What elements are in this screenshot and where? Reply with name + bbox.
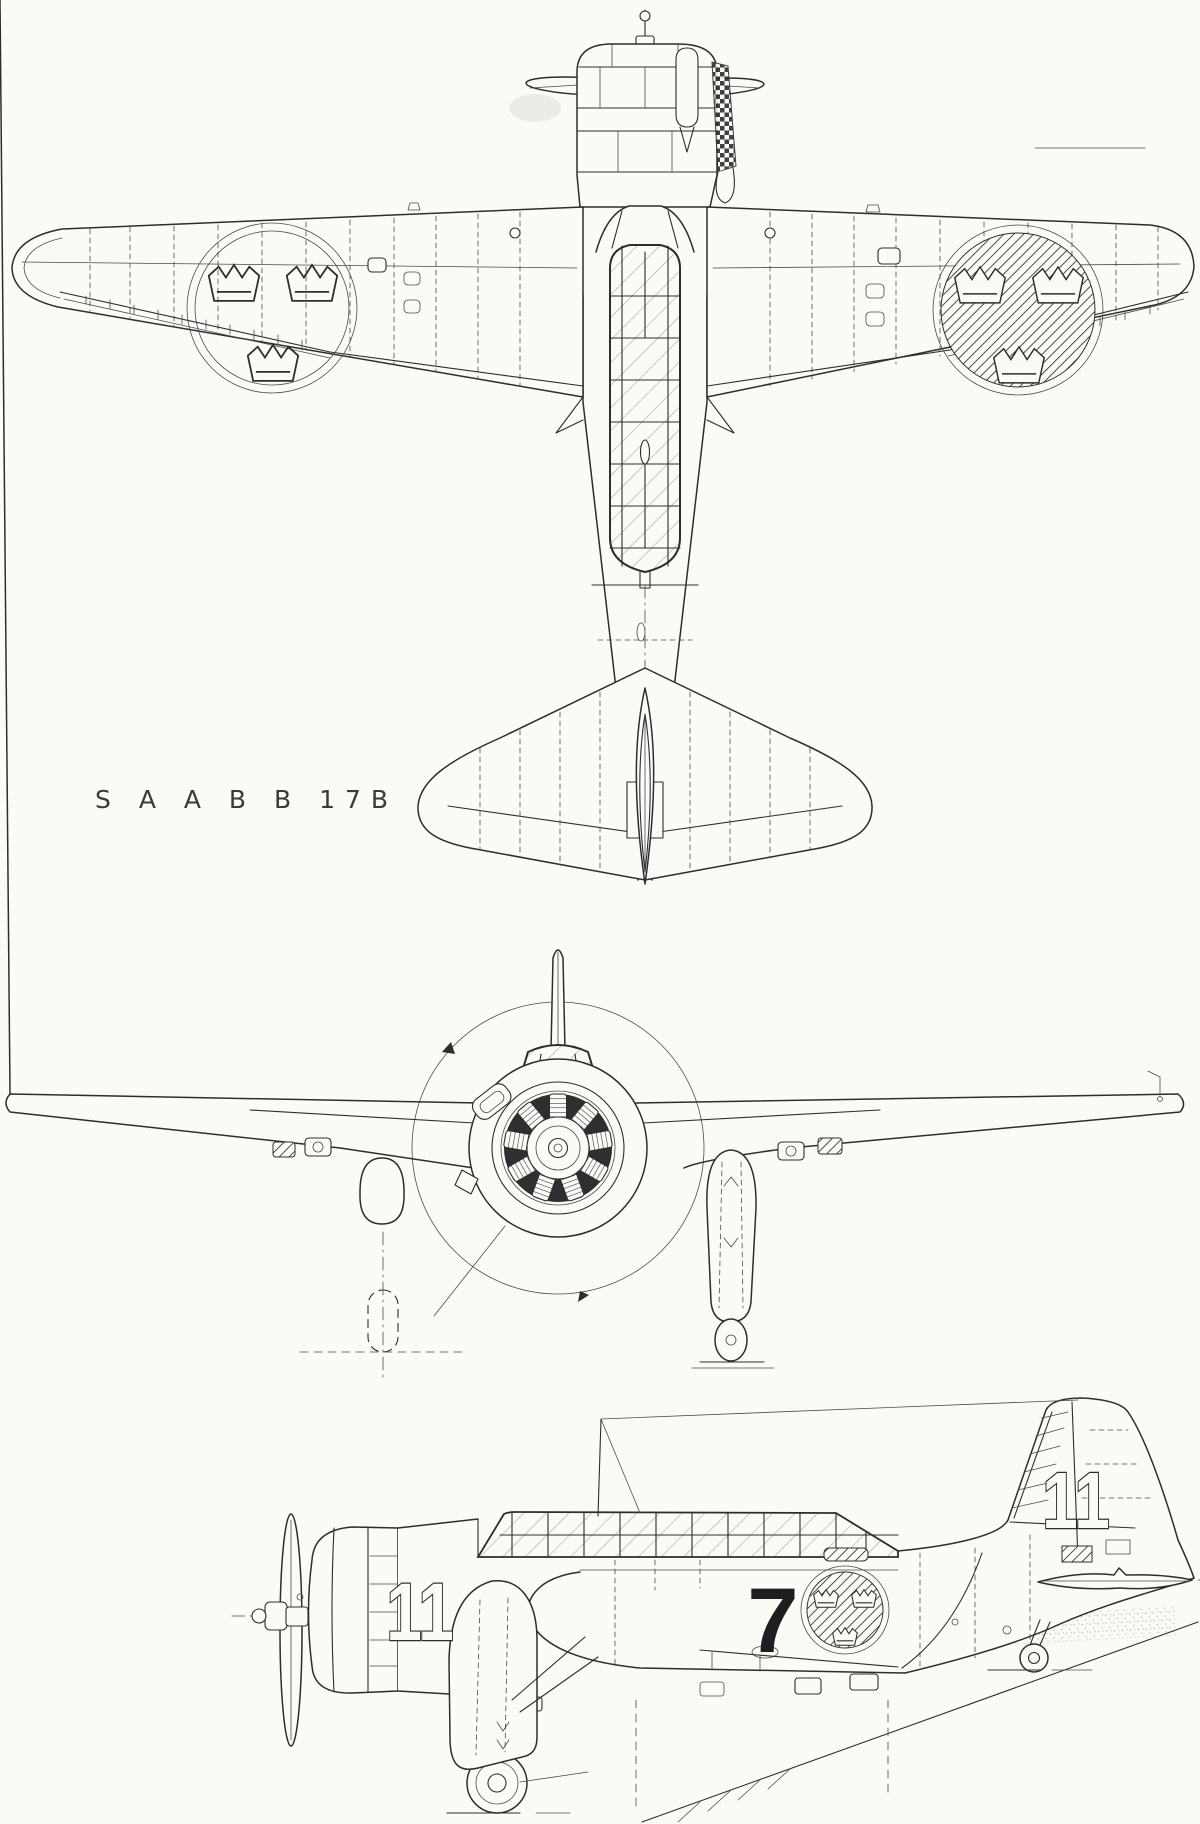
engine-cowling-side — [309, 1527, 399, 1693]
svg-text:11: 11 — [1042, 1456, 1110, 1546]
fin-number — [1042, 1456, 1110, 1545]
left-gear-front — [300, 1158, 468, 1378]
side-view — [232, 1398, 1200, 1822]
intake-fairing — [676, 48, 698, 127]
radial-engine-front — [434, 1059, 647, 1316]
fin-front — [551, 950, 565, 1050]
rotation-arrow — [442, 1042, 455, 1054]
fuselage-number: 7 — [747, 1570, 799, 1672]
paper-smudge — [509, 94, 561, 122]
right-wing-top — [707, 205, 1194, 397]
antenna-mast — [598, 1419, 601, 1516]
cowl-number — [386, 1565, 454, 1658]
engine-cowling-top — [577, 44, 736, 207]
right-gear-front — [692, 1150, 774, 1368]
svg-text:11: 11 — [386, 1565, 454, 1658]
tailplane-top — [418, 668, 872, 884]
antenna-wire — [601, 1419, 640, 1513]
canopy-top — [596, 206, 694, 588]
left-wing-top — [12, 203, 583, 397]
antenna-wire — [601, 1400, 1078, 1419]
drawing-title: S A A B B 17B — [95, 785, 399, 814]
top-plan-view — [12, 10, 1194, 884]
propeller-side-icon — [252, 1514, 308, 1746]
pitot-icon — [1148, 1071, 1163, 1102]
